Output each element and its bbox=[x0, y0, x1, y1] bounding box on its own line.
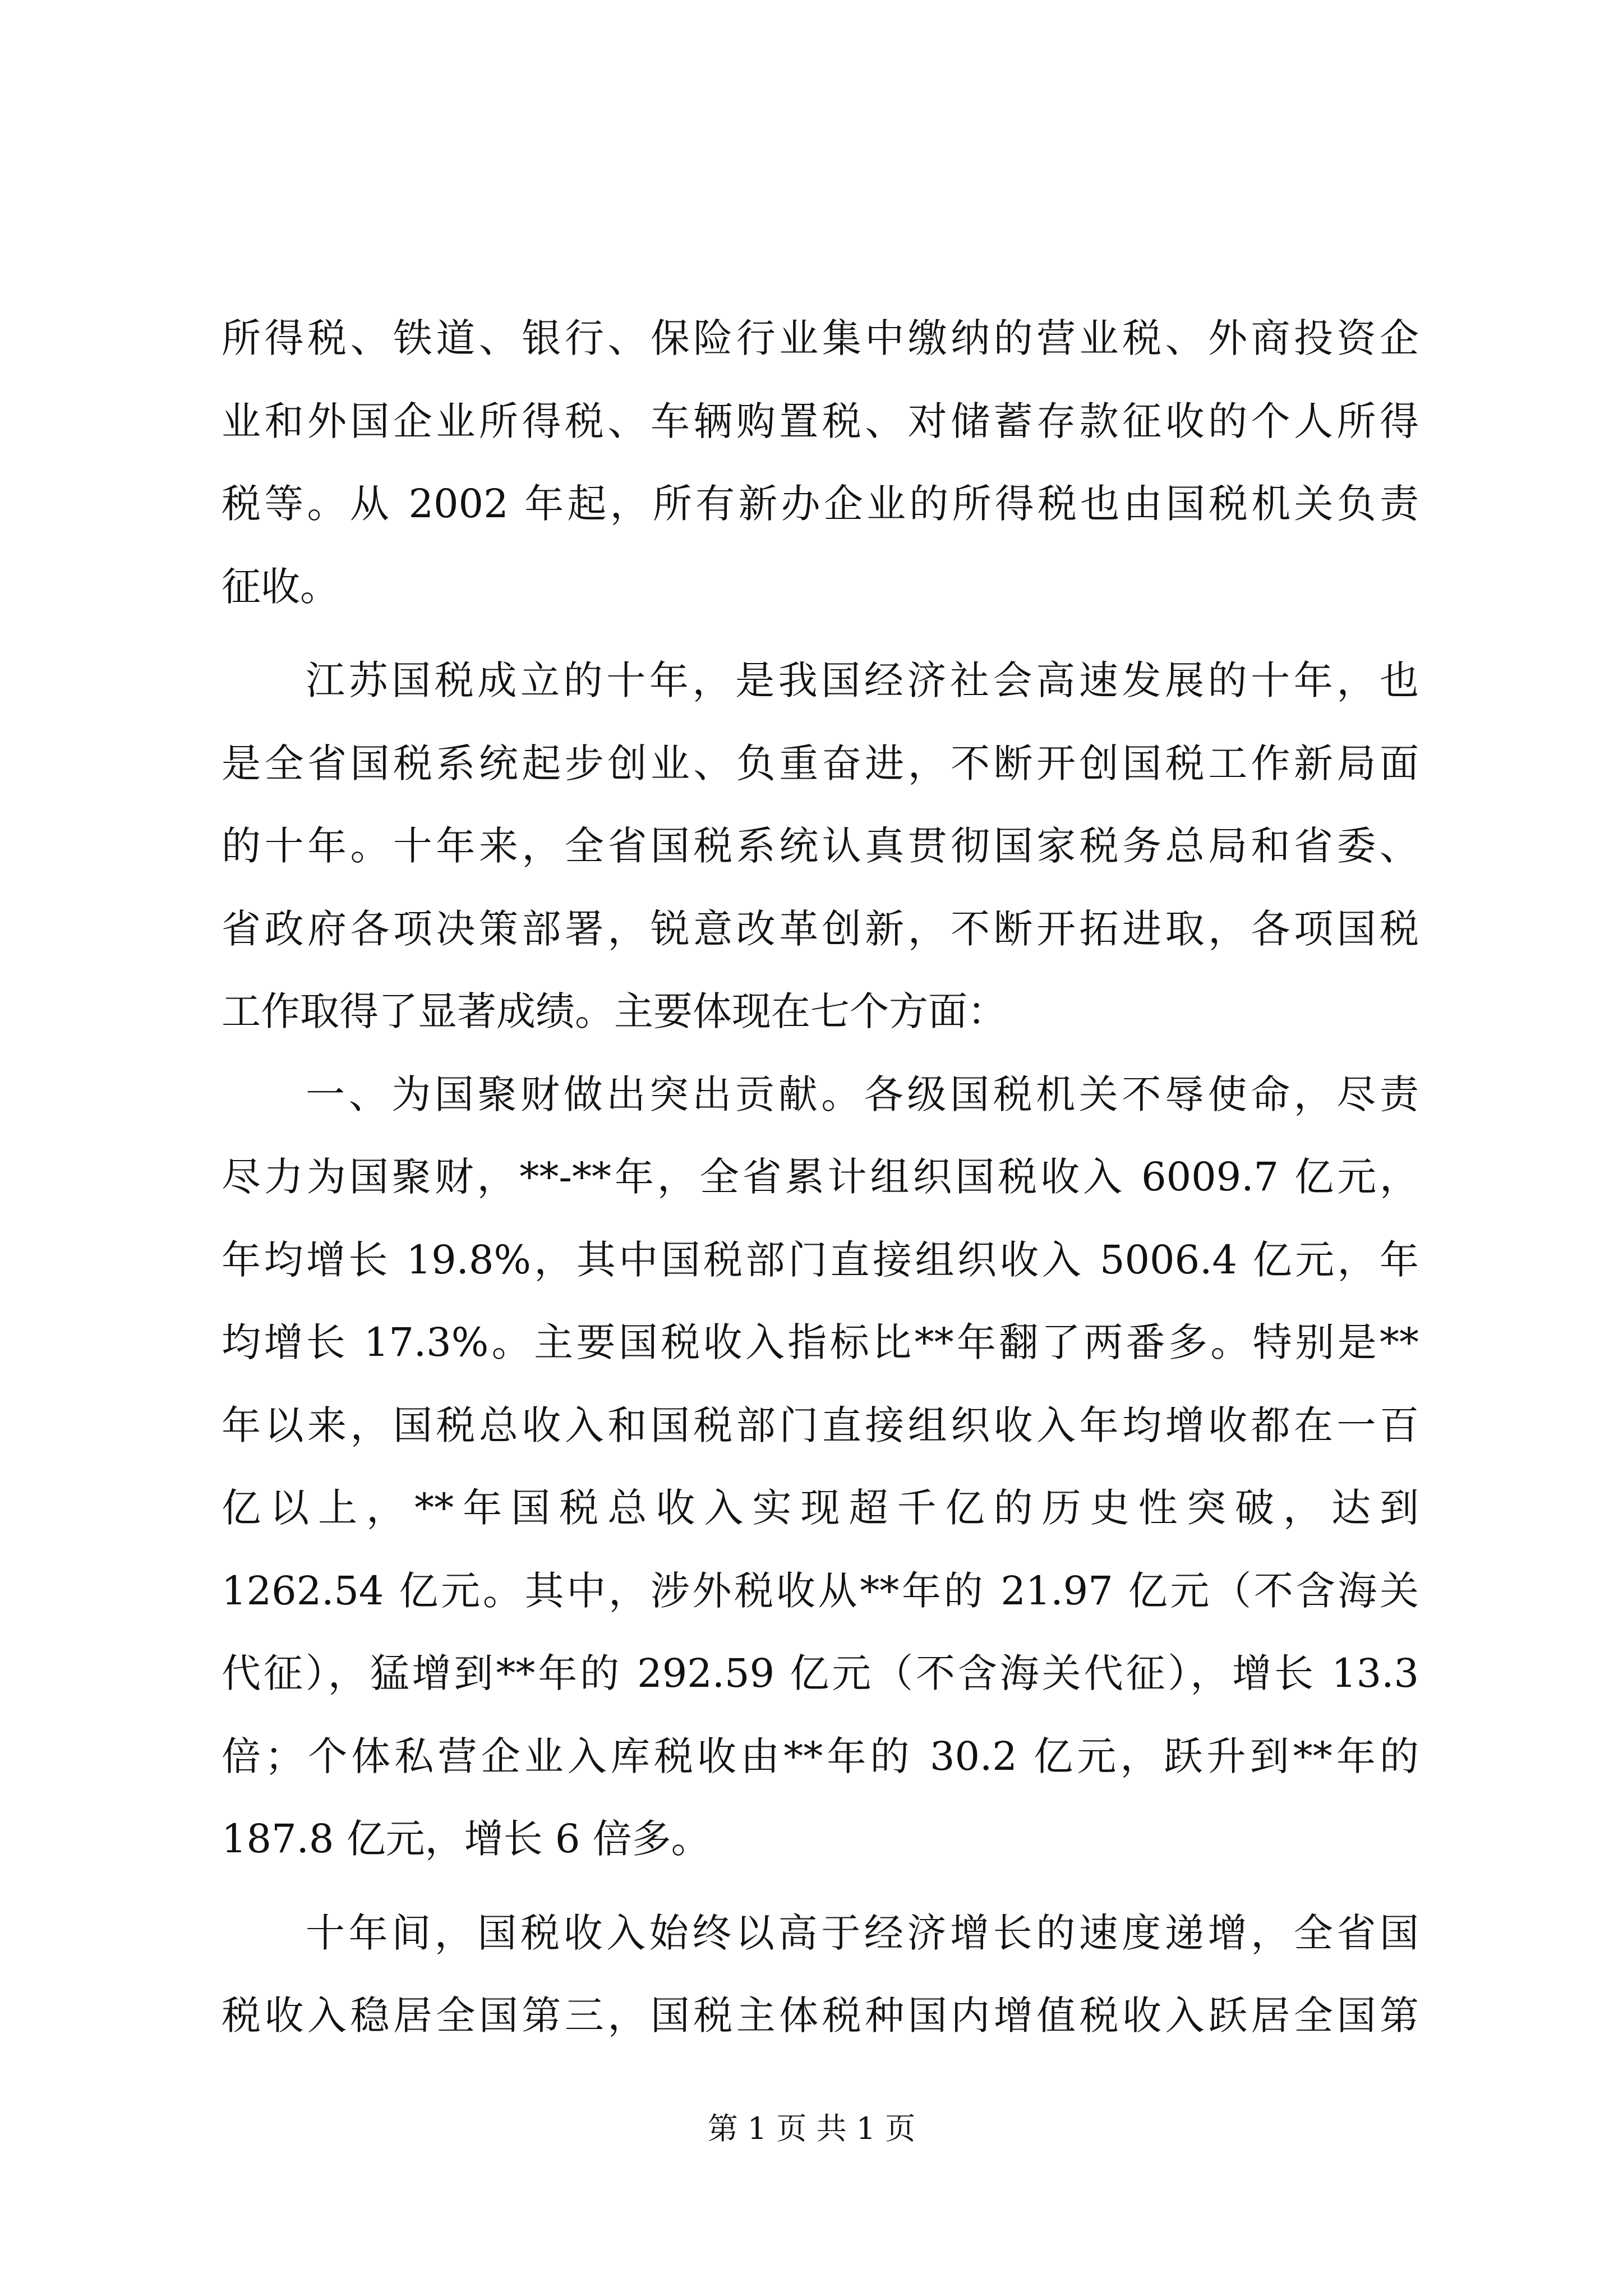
text-line: 所得税、铁道、银行、保险行业集中缴纳的营业税、外商投资企 bbox=[222, 315, 1419, 361]
text-line: 税等。从 2002 年起，所有新办企业的所得税也由国税机关负责 bbox=[222, 481, 1419, 527]
text-line: 工作取得了显著成绩。主要体现在七个方面： bbox=[222, 988, 1007, 1034]
text-line: 的十年。十年来，全省国税系统认真贯彻国家税务总局和省委、 bbox=[222, 823, 1419, 869]
text-line: 一、为国聚财做出突出贡献。各级国税机关不辱使命，尽责 bbox=[306, 1071, 1419, 1117]
text-line: 年以来，国税总收入和国税部门直接组织收入年均增收都在一百 bbox=[222, 1402, 1419, 1448]
text-line: 征收。 bbox=[222, 563, 339, 610]
text-line: 187.8 亿元，增长 6 倍多。 bbox=[222, 1816, 711, 1862]
text-line: 尽力为国聚财，**-**年，全省累计组织国税收入 6009.7 亿元， bbox=[222, 1154, 1419, 1200]
text-line: 年均增长 19.8%，其中国税部门直接组织收入 5006.4 亿元，年 bbox=[222, 1236, 1419, 1283]
text-line: 江苏国税成立的十年，是我国经济社会高速发展的十年，也 bbox=[306, 657, 1419, 703]
text-line: 1262.54 亿元。其中，涉外税收从**年的 21.97 亿元（不含海关 bbox=[222, 1567, 1419, 1614]
text-line: 亿以上，**年国税总收入实现超千亿的历史性突破，达到 bbox=[222, 1485, 1419, 1531]
text-line: 代征），猛增到**年的 292.59 亿元（不含海关代征），增长 13.3 bbox=[222, 1650, 1419, 1696]
text-line: 倍；个体私营企业入库税收由**年的 30.2 亿元，跃升到**年的 bbox=[222, 1733, 1419, 1779]
text-line: 税收入稳居全国第三，国税主体税种国内增值税收入跃居全国第 bbox=[222, 1993, 1419, 2039]
text-line: 业和外国企业所得税、车辆购置税、对储蓄存款征收的个人所得 bbox=[222, 398, 1419, 444]
text-line: 十年间，国税收入始终以高于经济增长的速度递增，全省国 bbox=[306, 1910, 1419, 1956]
page-number-footer: 第 1 页 共 1 页 bbox=[707, 2111, 916, 2146]
text-line: 省政府各项决策部署，锐意改革创新，不断开拓进取，各项国税 bbox=[222, 905, 1419, 952]
text-line: 是全省国税系统起步创业、负重奋进，不断开创国税工作新局面 bbox=[222, 740, 1419, 786]
body-text bbox=[222, 297, 1419, 2058]
text-line: 均增长 17.3%。主要国税收入指标比**年翻了两番多。特别是** bbox=[222, 1319, 1419, 1365]
